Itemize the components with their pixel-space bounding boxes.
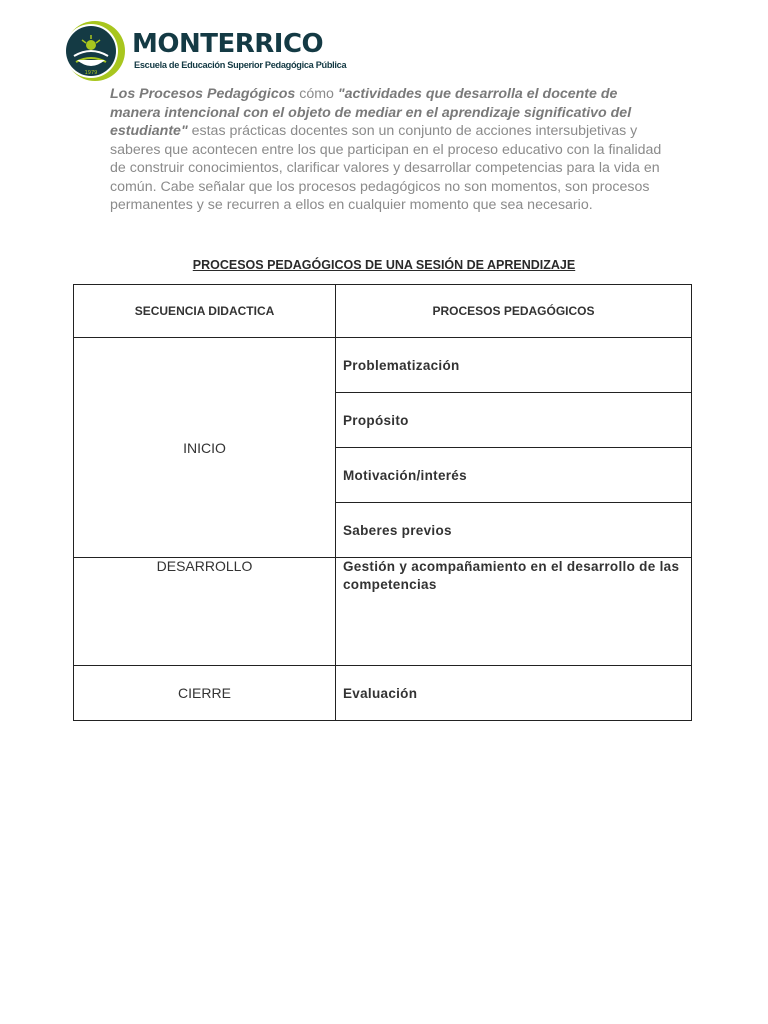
process-motivacion: Motivación/interés bbox=[336, 448, 692, 503]
section-title: PROCESOS PEDAGÓGICOS DE UNA SESIÓN DE APRENDIZAJE bbox=[192, 258, 576, 272]
table-row bbox=[74, 666, 692, 721]
process-saberes-previos: Saberes previos bbox=[336, 503, 692, 558]
intro-lead: Los Procesos Pedagógicos bbox=[110, 86, 296, 102]
brand-subtitle: Escuela de Educación Superior Pedagógica Pública bbox=[134, 60, 347, 70]
intro-connector: cómo bbox=[295, 86, 338, 102]
table-row bbox=[74, 338, 692, 393]
sequence-desarrollo: DESARROLLO bbox=[74, 558, 336, 666]
intro-rest: estas prácticas docentes son un conjunto de acciones intersubjetivas y saberes que acontecen entre los que participan en el proceso educativo con la finalidad de construir conocimientos, clarificar valores y desarrollar competencias para la vida en común. Cabe señalar que los procesos pedagógicos no son momentos, son procesos permanentes y se recurren a ellos en cualquier momento que sea necesario. bbox=[110, 123, 662, 213]
process-gestion: Gestión y acompañamiento en el desarrollo de las competencias bbox=[336, 558, 692, 666]
process-proposito: Propósito bbox=[336, 393, 692, 448]
table-header-row bbox=[74, 285, 692, 338]
sequence-inicio: INICIO bbox=[74, 338, 336, 558]
intro-quote: "actividades que desarrolla el docente de manera intencional con el objeto de mediar en el aprendizaje significativo del estudiante" bbox=[110, 86, 632, 139]
intro-paragraph bbox=[110, 85, 670, 215]
brand-name: MONTERRICO bbox=[132, 29, 324, 59]
header-secuencia: SECUENCIA DIDACTICA bbox=[74, 285, 336, 338]
process-problematizacion: Problematización bbox=[336, 338, 692, 393]
monterrico-logo bbox=[64, 18, 347, 84]
sequence-cierre: CIERRE bbox=[74, 666, 336, 721]
logo-year: 1979 bbox=[84, 70, 98, 76]
process-evaluacion: Evaluación bbox=[336, 666, 692, 721]
header-procesos: PROCESOS PEDAGÓGICOS bbox=[336, 285, 692, 338]
table-row bbox=[74, 558, 692, 666]
pedagogical-process-table bbox=[73, 284, 692, 721]
logo-emblem bbox=[64, 18, 130, 84]
